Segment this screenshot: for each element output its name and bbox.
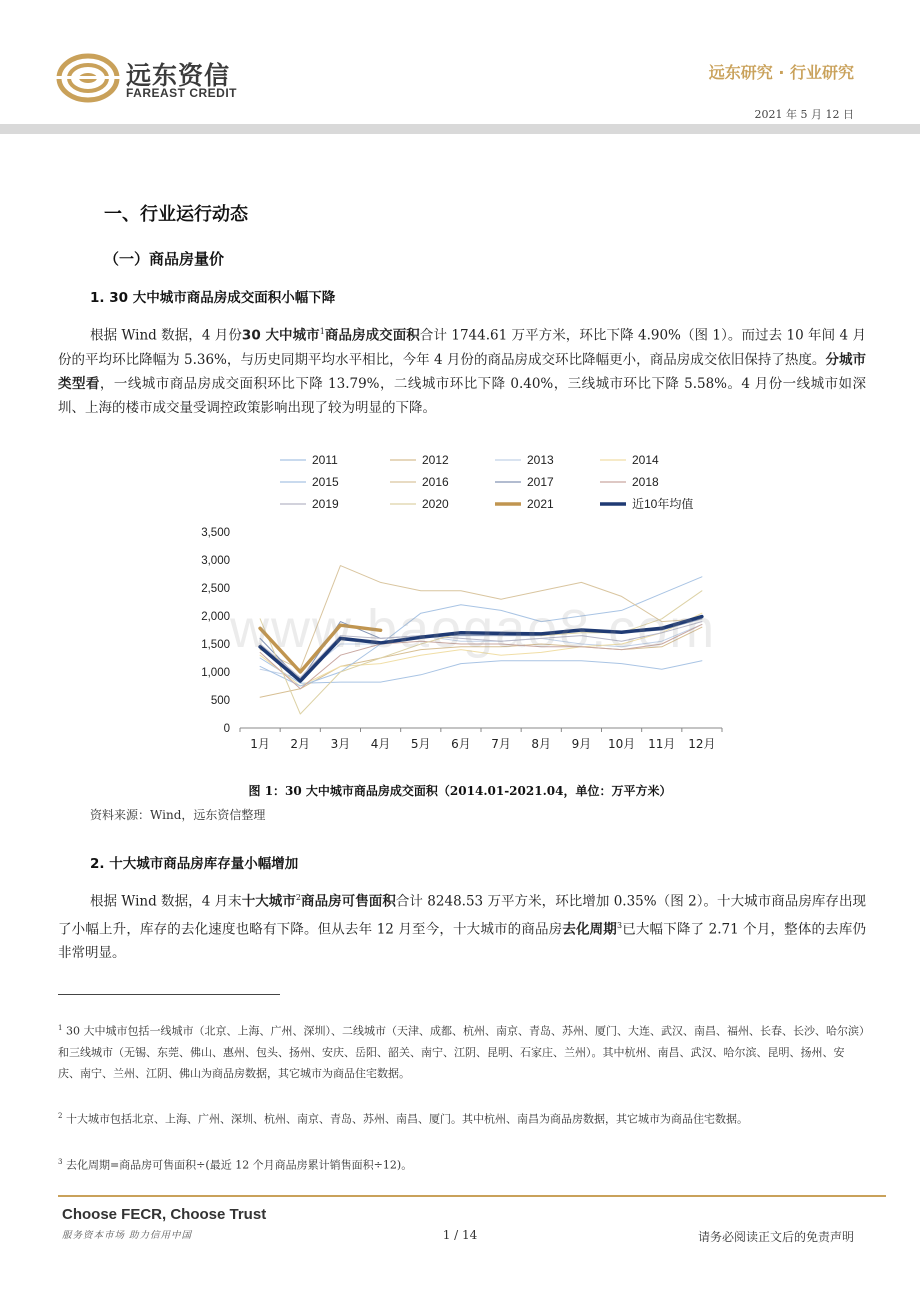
y-tick-label: 500 bbox=[210, 695, 230, 707]
logo-text-en: FAREAST CREDIT bbox=[126, 86, 238, 100]
x-tick-label: 12月 bbox=[688, 737, 716, 751]
section-heading-1: 一、行业运行动态 bbox=[104, 204, 248, 225]
report-date: 2021 年 5 月 12 日 bbox=[754, 108, 854, 121]
header-band bbox=[0, 124, 920, 134]
paragraph-1: 根据 Wind 数据，4 月份30 大中城市$^1$商品房成交面积合计 1744.61 万平方米，环比下降 4.90%（图 1）。而过去 10 年间 4 月份的平均环比降幅为 5.36%，与历史同期平均水平相比，今年 4 月份的商品房成交环比降幅更小，商品房成交依旧保持了热度。分城市类型看，一线城市商品房成交面积环比下降 13.79%，二线城市环比下降 0.40%，三线城市环比下降 5.58%。4 月份一线城市如深圳、上海的楼市成交量受调控政策影响出现了较为明显的下降。 bbox=[58, 327, 866, 416]
x-tick-label: 3月 bbox=[330, 737, 351, 751]
footnote-2: $^2$ 十大城市包括北京、上海、广州、深圳、杭州、南京、青岛、苏州、南昌、厦门。其中杭州、南昌为商品房数据，其它城市为商品住宅数据。 bbox=[58, 1112, 748, 1126]
topic-heading-1: 1. 30 大中城市商品房成交面积小幅下降 bbox=[90, 290, 336, 306]
footnote-ref[interactable]: 3 bbox=[616, 920, 623, 930]
x-tick-label: 7月 bbox=[491, 737, 511, 751]
legend-label: 2020 bbox=[422, 497, 449, 511]
legend-label: 2015 bbox=[312, 475, 339, 489]
y-tick-label: 3,000 bbox=[201, 555, 230, 567]
legend-label: 2014 bbox=[632, 453, 659, 467]
legend-label: 2017 bbox=[527, 475, 554, 489]
y-tick-label: 3,500 bbox=[201, 527, 230, 539]
figure-caption: 图 1：30 大中城市商品房成交面积（2014.01-2021.04，单位：万平方米） bbox=[248, 784, 672, 798]
legend-label: 近10年均值 bbox=[632, 497, 694, 511]
footnote-divider bbox=[58, 994, 280, 995]
x-tick-label: 2月 bbox=[290, 737, 311, 751]
y-tick-label: 0 bbox=[223, 723, 230, 735]
legend-label: 2019 bbox=[312, 497, 339, 511]
footer-slogan: Choose FECR, Choose Trust bbox=[62, 1206, 267, 1223]
legend-label: 2018 bbox=[632, 475, 659, 489]
x-tick-label: 6月 bbox=[451, 737, 471, 751]
legend-label: 2011 bbox=[312, 453, 338, 467]
x-tick-label: 8月 bbox=[531, 737, 552, 751]
topic-heading-2: 2. 十大城市商品房库存量小幅增加 bbox=[90, 856, 299, 872]
x-tick-label: 11月 bbox=[648, 737, 676, 751]
section-label: 远东研究 · 行业研究 bbox=[708, 63, 854, 82]
footer-divider bbox=[58, 1195, 886, 1197]
y-tick-label: 1,500 bbox=[201, 639, 230, 651]
fareast-credit-logo-icon bbox=[56, 52, 120, 104]
x-tick-label: 9月 bbox=[571, 737, 592, 751]
legend-label: 2016 bbox=[422, 475, 449, 489]
x-tick-label: 10月 bbox=[607, 737, 636, 751]
paragraph-2: 根据 Wind 数据，4 月末十大城市$^2$商品房可售面积合计 8248.53 万平方米，环比增加 0.35%（图 2）。十大城市商品房库存出现了小幅上升，库存的去化速度也略有下降。但从去年 12 月至今，十大城市的商品房去化周期$^3$已大幅下降了 2.71 个月，整体的去库仍非常明显。 bbox=[58, 893, 867, 961]
disclaimer-note: 请务必阅读正文后的免责声明 bbox=[697, 1230, 854, 1244]
page-number: 1 / 14 bbox=[442, 1228, 478, 1242]
legend-label: 2013 bbox=[527, 453, 554, 467]
footnote-3: $^3$ 去化周期=商品房可售面积÷(最近 12 个月商品房累计销售面积÷12)。 bbox=[58, 1158, 413, 1172]
legend-label: 2021 bbox=[527, 497, 554, 511]
x-tick-label: 5月 bbox=[410, 737, 431, 751]
y-tick-label: 1,000 bbox=[201, 667, 230, 679]
subsection-heading: （一）商品房量价 bbox=[104, 250, 225, 268]
watermark: www.baogao8.com bbox=[230, 599, 717, 659]
footnote-1: $^1$ 30 大中城市包括一线城市（北京、上海、广州、深圳）、二线城市（天津、成都、杭州、南京、青岛、苏州、厦门、大连、武汉、南昌、福州、长春、长沙、哈尔滨）和三线城市（无锡、东莞、佛山、惠州、包头、扬州、安庆、岳阳、韶关、南宁、江阴、昆明、石家庄、兰州）。其中杭州、南昌、武汉、哈尔滨、昆明、扬州、安庆、南宁、兰州、江阴、佛山为商品房数据，其它城市为商品住宅数据。 bbox=[58, 1024, 865, 1080]
y-tick-label: 2,000 bbox=[201, 611, 230, 623]
footer-subslogan: 服务资本市场 助力信用中国 bbox=[62, 1230, 193, 1241]
footnote-ref[interactable]: 1 bbox=[319, 327, 325, 336]
figure-source: 资料来源：Wind，远东资信整理 bbox=[90, 808, 266, 822]
footnote-ref[interactable]: 2 bbox=[295, 893, 301, 902]
legend-label: 2012 bbox=[422, 453, 449, 467]
x-tick-label: 1月 bbox=[250, 737, 270, 751]
logo-text-cn: 远东资信 bbox=[126, 61, 231, 90]
x-tick-label: 4月 bbox=[370, 737, 391, 751]
series-line-2011 bbox=[260, 658, 702, 683]
y-tick-label: 2,500 bbox=[201, 583, 230, 595]
